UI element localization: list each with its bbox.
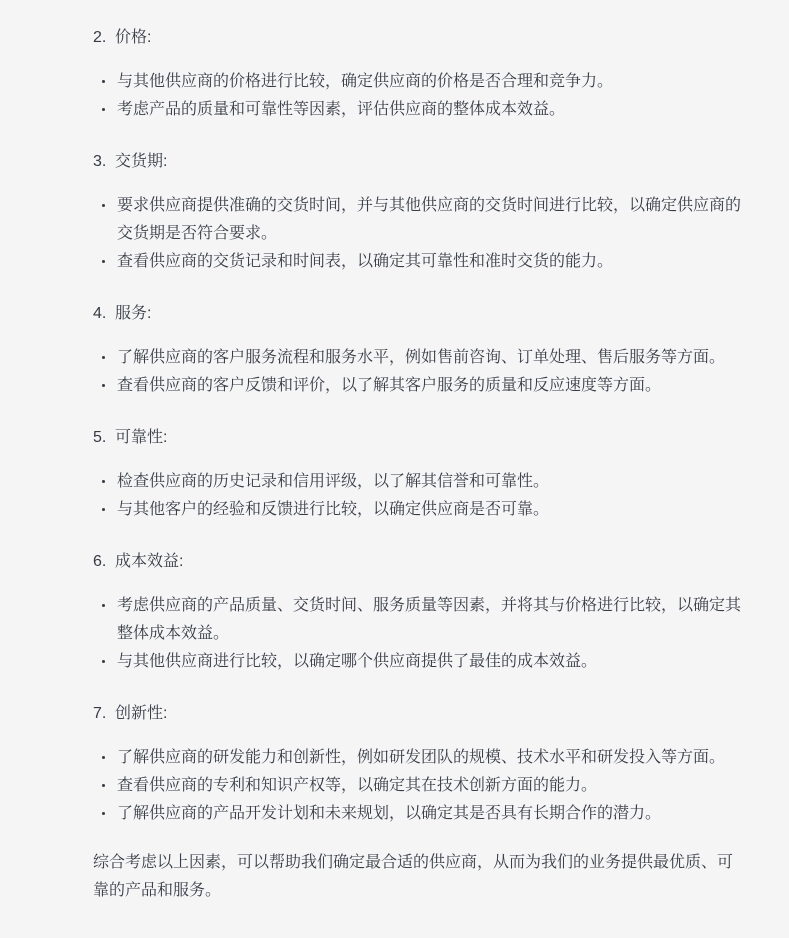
closing-paragraph: 综合考虑以上因素，可以帮助我们确定最合适的供应商，从而为我们的业务提供最优质、可靠的产品和服务。 [93, 854, 734, 899]
bullet-item [117, 772, 746, 800]
item-title: 交货期: [115, 153, 168, 170]
bullet-text: 要求供应商提供准确的交货时间，并与其他供应商的交货时间进行比较，以确定供应商的交货期是否符合要求。 [117, 197, 742, 242]
bullet-dot-icon [102, 508, 105, 511]
item-heading [93, 24, 746, 52]
bullet-dot-icon [102, 480, 105, 483]
item-number: 3. [93, 153, 107, 170]
bullet-text: 了解供应商的产品开发计划和未来规划，以确定其是否具有长期合作的潜力。 [117, 805, 662, 822]
bullet-dot-icon [102, 604, 105, 607]
bullet-text: 考虑供应商的产品质量、交货时间、服务质量等因素，并将其与价格进行比较，以确定其整体成本效益。 [117, 597, 742, 642]
item-title: 可靠性: [115, 429, 168, 446]
bullet-list [93, 592, 746, 676]
bullet-item [117, 192, 746, 248]
list-item [93, 24, 746, 124]
list-item [93, 700, 746, 828]
bullet-text: 考虑产品的质量和可靠性等因素，评估供应商的整体成本效益。 [117, 101, 566, 118]
bullet-text: 查看供应商的专利和知识产权等，以确定其在技术创新方面的能力。 [117, 777, 598, 794]
item-heading [93, 700, 746, 728]
numbered-list [93, 24, 746, 828]
bullet-item [117, 68, 746, 96]
bullet-text: 与其他供应商进行比较，以确定哪个供应商提供了最佳的成本效益。 [117, 653, 598, 670]
bullet-item [117, 800, 746, 828]
item-heading [93, 300, 746, 328]
bullet-list [93, 68, 746, 124]
item-heading [93, 148, 746, 176]
bullet-dot-icon [102, 204, 105, 207]
list-item [93, 548, 746, 676]
bullet-item [117, 648, 746, 676]
bullet-item [117, 496, 746, 524]
bullet-dot-icon [102, 812, 105, 815]
bullet-item [117, 248, 746, 276]
bullet-text: 检查供应商的历史记录和信用评级，以了解其信誉和可靠性。 [117, 473, 550, 490]
bullet-text: 与其他供应商的价格进行比较，确定供应商的价格是否合理和竞争力。 [117, 73, 614, 90]
bullet-dot-icon [102, 660, 105, 663]
bullet-text: 查看供应商的客户反馈和评价，以了解其客户服务的质量和反应速度等方面。 [117, 377, 662, 394]
bullet-dot-icon [102, 108, 105, 111]
item-number: 7. [93, 705, 107, 722]
item-heading [93, 424, 746, 452]
list-item [93, 300, 746, 400]
item-number: 5. [93, 429, 107, 446]
item-heading [93, 548, 746, 576]
bullet-text: 了解供应商的研发能力和创新性，例如研发团队的规模、技术水平和研发投入等方面。 [117, 749, 726, 766]
item-title: 成本效益: [115, 553, 184, 570]
bullet-item [117, 468, 746, 496]
item-title: 服务: [115, 305, 152, 322]
bullet-item [117, 744, 746, 772]
bullet-item [117, 96, 746, 124]
bullet-text: 查看供应商的交货记录和时间表，以确定其可靠性和准时交货的能力。 [117, 253, 614, 270]
bullet-dot-icon [102, 756, 105, 759]
bullet-item [117, 344, 746, 372]
bullet-item [117, 592, 746, 648]
item-title: 价格: [115, 29, 152, 46]
item-number: 2. [93, 29, 107, 46]
item-number: 4. [93, 305, 107, 322]
bullet-text: 了解供应商的客户服务流程和服务水平，例如售前咨询、订单处理、售后服务等方面。 [117, 349, 726, 366]
bullet-dot-icon [102, 80, 105, 83]
bullet-text: 与其他客户的经验和反馈进行比较，以确定供应商是否可靠。 [117, 501, 550, 518]
bullet-dot-icon [102, 260, 105, 263]
bullet-dot-icon [102, 784, 105, 787]
list-item [93, 424, 746, 524]
item-title: 创新性: [115, 705, 168, 722]
bullet-list [93, 744, 746, 828]
item-number: 6. [93, 553, 107, 570]
bullet-item [117, 372, 746, 400]
bullet-dot-icon [102, 356, 105, 359]
list-item [93, 148, 746, 276]
bullet-list [93, 344, 746, 400]
bullet-list [93, 468, 746, 524]
bullet-dot-icon [102, 384, 105, 387]
bullet-list [93, 192, 746, 276]
